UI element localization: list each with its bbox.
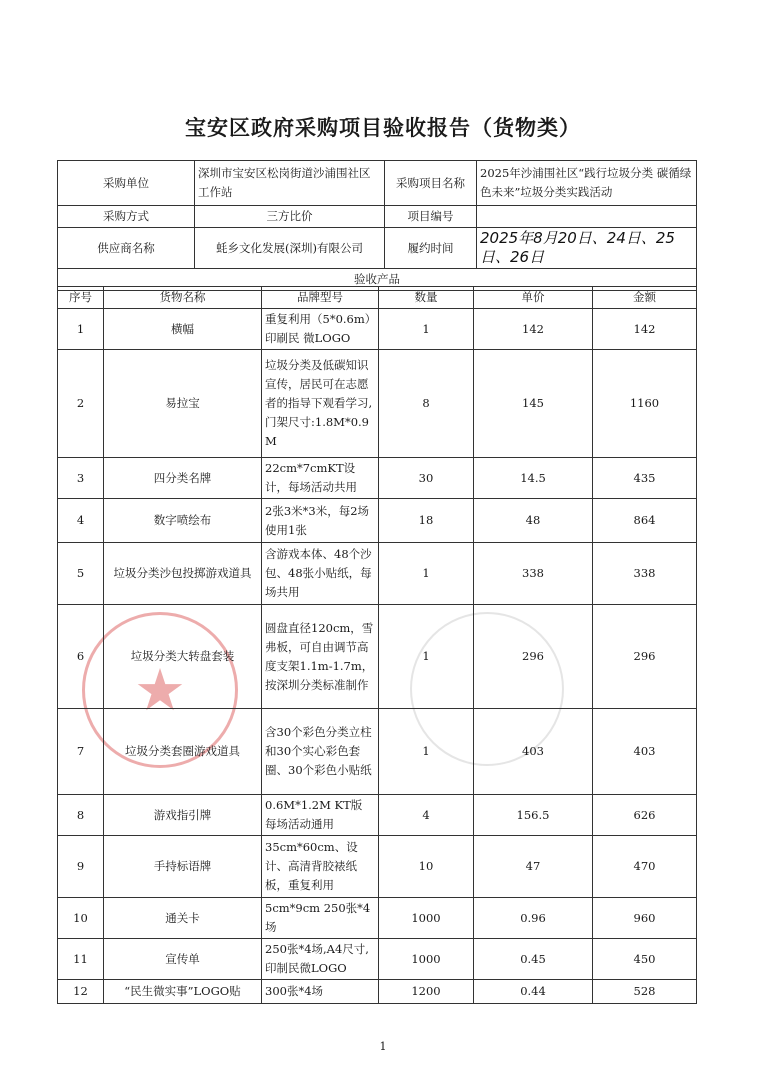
period-value: 2025年8月20日、24日、25日、26日 (477, 228, 697, 269)
table-row (58, 309, 697, 350)
info-table (57, 160, 697, 291)
project-name-value: 2025年沙浦围社区“践行垃圾分类 碳循绿色未来”垃圾分类实践活动 (477, 161, 697, 206)
cell-no: 2 (58, 350, 104, 458)
cell-amount: 1160 (593, 350, 697, 458)
table-row (58, 980, 697, 1004)
cell-qty: 1 (379, 605, 474, 709)
cell-price: 0.45 (474, 939, 593, 980)
cell-amount: 435 (593, 458, 697, 499)
cell-no: 10 (58, 898, 104, 939)
cell-name: 通关卡 (104, 898, 262, 939)
cell-price: 14.5 (474, 458, 593, 499)
cell-spec: 含游戏本体、48个沙包、48张小贴纸，每场共用 (262, 543, 379, 605)
cell-spec: 2张3米*3米，每2场使用1张 (262, 499, 379, 543)
cell-amount: 338 (593, 543, 697, 605)
cell-spec: 5cm*9cm 250张*4场 (262, 898, 379, 939)
cell-price: 48 (474, 499, 593, 543)
cell-name: 易拉宝 (104, 350, 262, 458)
table-row (58, 350, 697, 458)
cell-name: 四分类名牌 (104, 458, 262, 499)
cell-name: 垃圾分类大转盘套装 (104, 605, 262, 709)
cell-no: 1 (58, 309, 104, 350)
cell-qty: 30 (379, 458, 474, 499)
header-name: 货物名称 (104, 287, 262, 309)
cell-price: 0.96 (474, 898, 593, 939)
cell-amount: 960 (593, 898, 697, 939)
cell-spec: 250张*4场,A4尺寸,印制民微LOGO (262, 939, 379, 980)
cell-price: 296 (474, 605, 593, 709)
cell-amount: 142 (593, 309, 697, 350)
section-label: 验收产品 (58, 269, 697, 291)
cell-no: 11 (58, 939, 104, 980)
page-number: 1 (379, 1040, 387, 1053)
red-seal-stamp: ★ (82, 612, 238, 768)
cell-price: 0.44 (474, 980, 593, 1004)
cell-spec: 22cm*7cmKT设计，每场活动共用 (262, 458, 379, 499)
cell-spec: 0.6M*1.2M KT版 每场活动通用 (262, 795, 379, 836)
cell-qty: 4 (379, 795, 474, 836)
table-row (58, 605, 697, 709)
method-value: 三方比价 (195, 206, 385, 228)
goods-table (57, 286, 697, 1004)
table-row (58, 898, 697, 939)
table-row (58, 939, 697, 980)
buyer-label: 采购单位 (58, 161, 195, 206)
table-row (58, 795, 697, 836)
cell-name: 手持标语牌 (104, 836, 262, 898)
cell-spec: 300张*4场 (262, 980, 379, 1004)
page-title: 宝安区政府采购项目验收报告（货物类） (185, 116, 581, 140)
header-qty: 数量 (379, 287, 474, 309)
cell-amount: 864 (593, 499, 697, 543)
cell-price: 145 (474, 350, 593, 458)
cell-qty: 8 (379, 350, 474, 458)
cell-no: 4 (58, 499, 104, 543)
cell-amount: 450 (593, 939, 697, 980)
project-no-value (477, 206, 697, 228)
table-row (58, 458, 697, 499)
cell-price: 47 (474, 836, 593, 898)
supplier-label: 供应商名称 (58, 228, 195, 269)
cell-qty: 1200 (379, 980, 474, 1004)
cell-name: 数字喷绘布 (104, 499, 262, 543)
cell-no: 7 (58, 709, 104, 795)
cell-name: 横幅 (104, 309, 262, 350)
table-row (58, 543, 697, 605)
cell-qty: 18 (379, 499, 474, 543)
cell-price: 403 (474, 709, 593, 795)
project-no-label: 项目编号 (385, 206, 477, 228)
cell-qty: 1000 (379, 939, 474, 980)
supplier-value: 蚝乡文化发展(深圳)有限公司 (195, 228, 385, 269)
header-amount: 金额 (593, 287, 697, 309)
table-row (58, 836, 697, 898)
cell-spec: 35cm*60cm、设计、高清背胶裱纸板，重复利用 (262, 836, 379, 898)
cell-name: 游戏指引牌 (104, 795, 262, 836)
period-label: 履约时间 (385, 228, 477, 269)
cell-spec: 垃圾分类及低碳知识宣传，居民可在志愿者的指导下观看学习,门架尺寸:1.8M*0.9M (262, 350, 379, 458)
cell-price: 338 (474, 543, 593, 605)
cell-amount: 296 (593, 605, 697, 709)
method-label: 采购方式 (58, 206, 195, 228)
buyer-value: 深圳市宝安区松岗街道沙浦围社区工作站 (195, 161, 385, 206)
project-name-label: 采购项目名称 (385, 161, 477, 206)
cell-qty: 1000 (379, 898, 474, 939)
cell-price: 142 (474, 309, 593, 350)
cell-no: 12 (58, 980, 104, 1004)
cell-amount: 626 (593, 795, 697, 836)
cell-qty: 10 (379, 836, 474, 898)
cell-no: 5 (58, 543, 104, 605)
cell-price: 156.5 (474, 795, 593, 836)
cell-spec: 重复利用（5*0.6m）印刷民 微LOGO (262, 309, 379, 350)
cell-amount: 470 (593, 836, 697, 898)
cell-qty: 1 (379, 309, 474, 350)
cell-spec: 含30个彩色分类立柱和30个实心彩色套圈、30个彩色小贴纸 (262, 709, 379, 795)
cell-qty: 1 (379, 543, 474, 605)
cell-amount: 403 (593, 709, 697, 795)
cell-no: 8 (58, 795, 104, 836)
cell-spec: 圆盘直径120cm，雪弗板，可自由调节高度支架1.1m-1.7m，按深圳分类标准制作 (262, 605, 379, 709)
cell-name: 垃圾分类沙包投掷游戏道具 (104, 543, 262, 605)
cell-name: 宣传单 (104, 939, 262, 980)
cell-no: 3 (58, 458, 104, 499)
cell-qty: 1 (379, 709, 474, 795)
cell-name: “民生微实事”LOGO贴 (104, 980, 262, 1004)
header-no: 序号 (58, 287, 104, 309)
cell-amount: 528 (593, 980, 697, 1004)
cell-no: 9 (58, 836, 104, 898)
table-row (58, 499, 697, 543)
header-price: 单价 (474, 287, 593, 309)
cell-name: 垃圾分类套圈游戏道具 (104, 709, 262, 795)
cell-no: 6 (58, 605, 104, 709)
header-spec: 品牌型号 (262, 287, 379, 309)
table-row (58, 709, 697, 795)
